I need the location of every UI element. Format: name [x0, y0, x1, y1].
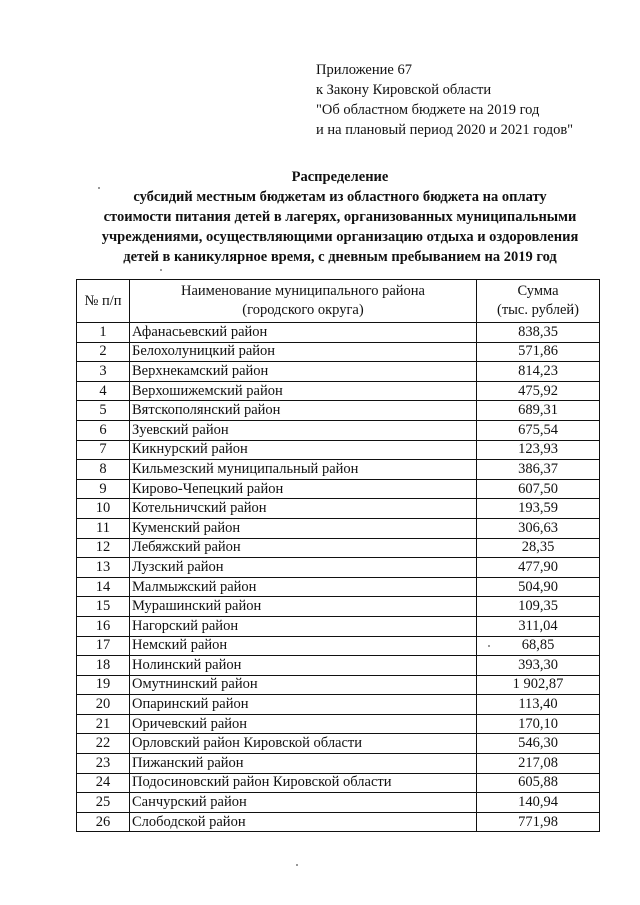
row-num: 16 [77, 616, 130, 636]
row-num: 3 [77, 362, 130, 382]
row-num: 9 [77, 479, 130, 499]
table-row [77, 342, 600, 362]
table-row [77, 558, 600, 578]
row-num: 19 [77, 675, 130, 695]
table-header-row [77, 280, 600, 323]
appendix-line-2: к Закону Кировской области [316, 82, 492, 98]
row-num: 23 [77, 754, 130, 774]
scan-speck [98, 187, 100, 189]
header-name-line-2: (городского округа) [242, 302, 364, 318]
row-num: 12 [77, 538, 130, 558]
row-sum: 109,35 [477, 597, 600, 617]
row-name: Афанасьевский район [130, 323, 477, 343]
row-name: Кирово-Чепецкий район [130, 479, 477, 499]
table-row [77, 420, 600, 440]
row-num: 26 [77, 812, 130, 832]
table-row [77, 381, 600, 401]
row-num: 25 [77, 793, 130, 813]
table-row [77, 323, 600, 343]
row-num: 24 [77, 773, 130, 793]
row-name: Лузский район [130, 558, 477, 578]
row-name: Нагорский район [130, 616, 477, 636]
row-name: Кильмезский муниципальный район [130, 460, 477, 480]
row-sum: 311,04 [477, 616, 600, 636]
row-sum: 607,50 [477, 479, 600, 499]
row-name: Зуевский район [130, 420, 477, 440]
row-name: Верхошижемский район [130, 381, 477, 401]
distribution-table [76, 279, 600, 832]
document-title [60, 167, 620, 267]
row-name: Омутнинский район [130, 675, 477, 695]
table-row [77, 812, 600, 832]
row-name: Оричевский район [130, 714, 477, 734]
row-num: 21 [77, 714, 130, 734]
row-name: Санчурский район [130, 793, 477, 813]
title-line-1: субсидий местным бюджетам из областного бюджета на оплату [133, 189, 547, 205]
row-num: 20 [77, 695, 130, 715]
row-num: 5 [77, 401, 130, 421]
table-row [77, 362, 600, 382]
row-name: Белохолуницкий район [130, 342, 477, 362]
row-sum: 28,35 [477, 538, 600, 558]
row-name: Кикнурский район [130, 440, 477, 460]
title-line-4: детей в каникулярное время, с дневным пребыванием на 2019 год [123, 249, 557, 265]
row-name: Орловский район Кировской области [130, 734, 477, 754]
table-row [77, 616, 600, 636]
title-line-3: учреждениями, осуществляющими организацию отдыха и оздоровления [101, 229, 579, 245]
row-sum: 217,08 [477, 754, 600, 774]
header-num-label: № п/п [84, 292, 122, 309]
row-num: 13 [77, 558, 130, 578]
row-num: 14 [77, 577, 130, 597]
row-sum: 477,90 [477, 558, 600, 578]
row-sum: 838,35 [477, 323, 600, 343]
row-num: 22 [77, 734, 130, 754]
row-sum: 68,85 [477, 636, 600, 656]
row-num: 6 [77, 420, 130, 440]
row-name: Верхнекамский район [130, 362, 477, 382]
row-sum: 689,31 [477, 401, 600, 421]
row-sum: 571,86 [477, 342, 600, 362]
table-row [77, 499, 600, 519]
table-row [77, 734, 600, 754]
scan-speck [296, 864, 298, 866]
header-name [130, 280, 477, 323]
header-sum-line-1: Сумма [517, 283, 559, 299]
row-sum: 386,37 [477, 460, 600, 480]
row-sum: 113,40 [477, 695, 600, 715]
row-sum: 140,94 [477, 793, 600, 813]
scan-speck [488, 645, 490, 647]
row-num: 10 [77, 499, 130, 519]
row-name: Пижанский район [130, 754, 477, 774]
row-name: Котельничский район [130, 499, 477, 519]
row-sum: 193,59 [477, 499, 600, 519]
row-sum: 675,54 [477, 420, 600, 440]
table-row [77, 754, 600, 774]
table-row [77, 636, 600, 656]
row-name: Слободской район [130, 812, 477, 832]
table-row [77, 675, 600, 695]
row-sum: 771,98 [477, 812, 600, 832]
appendix-line-4: и на плановый период 2020 и 2021 годов" [316, 122, 574, 138]
table-row [77, 440, 600, 460]
title-line-2: стоимости питания детей в лагерях, организованных муниципальными [103, 209, 577, 225]
appendix-line-1: Приложение 67 [316, 62, 412, 78]
table-body [77, 323, 600, 832]
scan-speck [160, 269, 162, 271]
row-sum: 123,93 [477, 440, 600, 460]
row-sum: 475,92 [477, 381, 600, 401]
row-name: Мурашинский район [130, 597, 477, 617]
header-sum-line-2: (тыс. рублей) [497, 302, 579, 318]
table-row [77, 597, 600, 617]
row-sum: 605,88 [477, 773, 600, 793]
table-row [77, 793, 600, 813]
row-num: 7 [77, 440, 130, 460]
header-sum [477, 280, 600, 323]
row-sum: 504,90 [477, 577, 600, 597]
row-sum: 306,63 [477, 518, 600, 538]
row-num: 1 [77, 323, 130, 343]
row-num: 4 [77, 381, 130, 401]
row-name: Нолинский район [130, 656, 477, 676]
row-sum: 814,23 [477, 362, 600, 382]
row-name: Малмыжский район [130, 577, 477, 597]
table-row [77, 656, 600, 676]
table-row [77, 460, 600, 480]
row-sum: 170,10 [477, 714, 600, 734]
appendix-block [316, 60, 573, 140]
row-name: Вятскополянский район [130, 401, 477, 421]
table-row [77, 695, 600, 715]
row-num: 15 [77, 597, 130, 617]
appendix-line-3: "Об областном бюджете на 2019 год [316, 102, 540, 118]
row-num: 8 [77, 460, 130, 480]
row-num: 11 [77, 518, 130, 538]
row-sum: 1 902,87 [477, 675, 600, 695]
header-num [77, 280, 130, 323]
table-row [77, 479, 600, 499]
row-name: Подосиновский район Кировской области [130, 773, 477, 793]
table-row [77, 538, 600, 558]
row-num: 2 [77, 342, 130, 362]
row-num: 17 [77, 636, 130, 656]
table-row [77, 518, 600, 538]
title-heading: Распределение [291, 169, 389, 185]
table-row [77, 773, 600, 793]
header-name-line-1: Наименование муниципального района [181, 283, 425, 299]
row-name: Куменский район [130, 518, 477, 538]
row-name: Лебяжский район [130, 538, 477, 558]
table-row [77, 714, 600, 734]
row-name: Опаринский район [130, 695, 477, 715]
row-sum: 393,30 [477, 656, 600, 676]
row-sum: 546,30 [477, 734, 600, 754]
table-row [77, 577, 600, 597]
row-num: 18 [77, 656, 130, 676]
row-name: Немский район [130, 636, 477, 656]
table-row [77, 401, 600, 421]
